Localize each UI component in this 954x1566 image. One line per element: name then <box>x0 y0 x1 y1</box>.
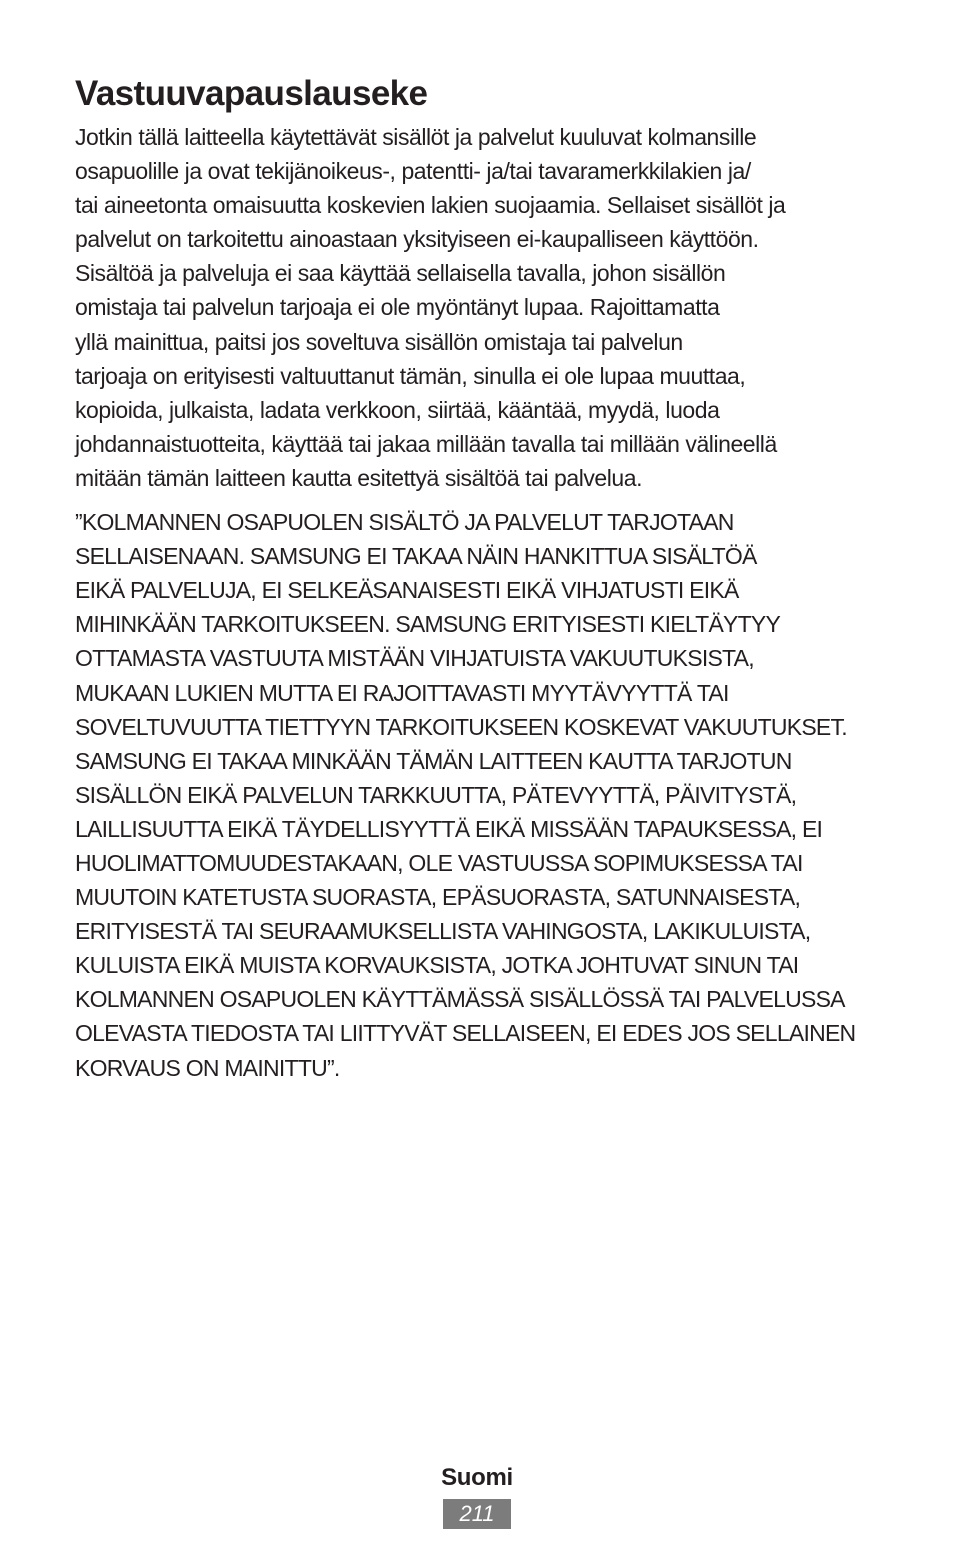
paragraph-disclaimer <box>75 505 880 1085</box>
language-label: Suomi <box>441 1464 513 1491</box>
text-line: SAMSUNG EI TAKAA MINKÄÄN TÄMÄN LAITTEEN KAUTTA TARJOTUN <box>75 747 792 774</box>
text-line: Jotkin tällä laitteella käytettävät sisällöt ja palvelut kuuluvat kolmansille <box>75 124 757 150</box>
page-number-badge: 211 <box>443 1499 511 1529</box>
text-line: ERITYISESTÄ TAI SEURAAMUKSELLISTA VAHINGOSTA, LAKIKULUISTA, <box>75 918 811 945</box>
text-line: tai aineetonta omaisuutta koskevien lakien suojaamia. Sellaiset sisällöt ja <box>75 192 786 219</box>
text-line: MIHINKÄÄN TARKOITUKSEEN. SAMSUNG ERITYISESTI KIELTÄYTYY <box>75 611 781 638</box>
text-line: KOLMANNEN OSAPUOLEN KÄYTTÄMÄSSÄ SISÄLLÖSSÄ TAI PALVELUSSA <box>75 986 845 1013</box>
text-line: SELLAISENAAN. SAMSUNG EI TAKAA NÄIN HANKITTUA SISÄLTÖÄ <box>75 543 757 570</box>
text-line: tarjoaja on erityisesti valtuuttanut tämän, sinulla ei ole lupaa muuttaa, <box>75 362 746 389</box>
text-line: HUOLIMATTOMUUDESTAKAAN, OLE VASTUUSSA SOPIMUKSESSA TAI <box>75 849 803 876</box>
text-line: OTTAMASTA VASTUUTA MISTÄÄN VIHJATUISTA VAKUUTUKSISTA, <box>75 645 754 672</box>
text-line: omistaja tai palvelun tarjoaja ei ole myöntänyt lupaa. Rajoittamatta <box>75 294 720 321</box>
text-line: SISÄLLÖN EIKÄ PALVELUN TARKKUUTTA, PÄTEVYYTTÄ, PÄIVITYSTÄ, <box>75 781 797 808</box>
paragraph-intro <box>75 120 880 495</box>
page-footer <box>0 1462 954 1529</box>
text-line: OLEVASTA TIEDOSTA TAI LIITTYVÄT SELLAISEEN, EI EDES JOS SELLAINEN <box>75 1020 856 1047</box>
document-content <box>75 72 880 1085</box>
text-line: johdannaistuotteita, käyttää tai jakaa millään tavalla tai millään välineellä <box>75 430 777 457</box>
text-line: ”KOLMANNEN OSAPUOLEN SISÄLTÖ JA PALVELUT TARJOTAAN <box>75 509 734 536</box>
text-line: mitään tämän laitteen kautta esitettyä sisältöä tai palvelua. <box>75 464 643 491</box>
text-line: EIKÄ PALVELUJA, EI SELKEÄSANAISESTI EIKÄ VIHJATUSTI EIKÄ <box>75 577 739 604</box>
text-line: palvelut on tarkoitettu ainoastaan yksityiseen ei-kaupalliseen käyttöön. <box>75 226 759 253</box>
text-line: LAILLISUUTTA EIKÄ TÄYDELLISYYTTÄ EIKÄ MISSÄÄN TAPAUKSESSA, EI <box>75 815 823 842</box>
page-title: Vastuuvapauslauseke <box>75 74 428 113</box>
text-line: KORVAUS ON MAINITTU”. <box>75 1054 340 1081</box>
text-line: yllä mainittua, paitsi jos soveltuva sisällön omistaja tai palvelun <box>75 328 683 355</box>
text-line: osapuolille ja ovat tekijänoikeus-, patentti- ja/tai tavaramerkkilakien ja/ <box>75 158 751 185</box>
text-line: MUKAAN LUKIEN MUTTA EI RAJOITTAVASTI MYYTÄVYYTTÄ TAI <box>75 679 729 706</box>
text-line: MUUTOIN KATETUSTA SUORASTA, EPÄSUORASTA, SATUNNAISESTA, <box>75 884 801 911</box>
text-line: kopioida, julkaista, ladata verkkoon, siirtää, kääntää, myydä, luoda <box>75 396 720 423</box>
text-line: KULUISTA EIKÄ MUISTA KORVAUKSISTA, JOTKA JOHTUVAT SINUN TAI <box>75 952 799 979</box>
text-line: SOVELTUVUUTTA TIETTYYN TARKOITUKSEEN KOSKEVAT VAKUUTUKSET. <box>75 713 847 740</box>
text-line: Sisältöä ja palveluja ei saa käyttää sellaisella tavalla, johon sisällön <box>75 260 726 287</box>
